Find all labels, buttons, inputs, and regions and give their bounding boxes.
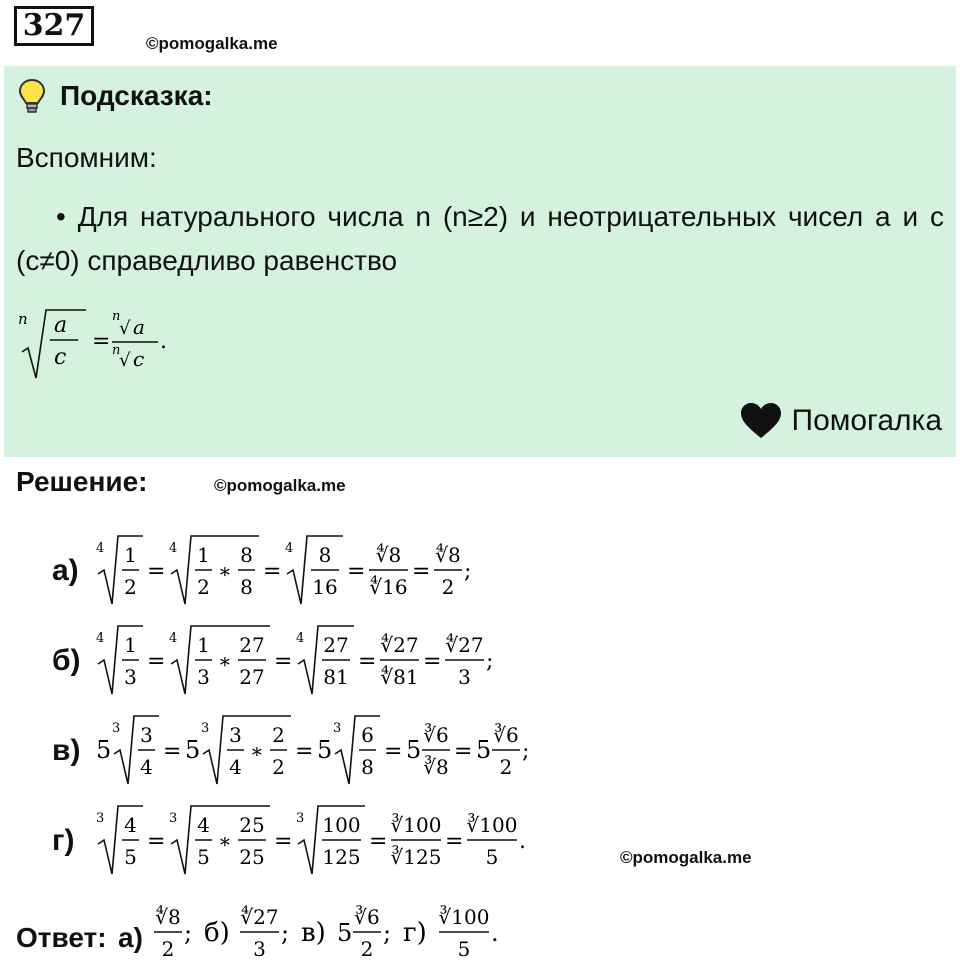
answer1-f-num: ∜27 [240, 905, 279, 929]
part0-step0-index: 4 [96, 541, 105, 556]
part3-step2-f-den: 125 [322, 845, 361, 869]
part0-end: ; [464, 559, 472, 584]
part0-step3-eq: = [412, 559, 431, 584]
part0-step1-index: 4 [169, 541, 178, 556]
part0-step4-f-num: ∜8 [435, 543, 461, 567]
part2-step0-index: 3 [112, 721, 121, 736]
watermark-top: ©pomogalka.me [146, 34, 278, 53]
part2-step1-eq: = [295, 739, 314, 764]
part-g-label: г) [52, 824, 75, 857]
part1-step3-eq: = [423, 649, 442, 674]
task-number: 327 [14, 6, 94, 46]
part1-step1-f1-den: 3 [197, 665, 210, 689]
part2-step1-times: ∗ [250, 739, 264, 763]
part1-step1-eq: = [274, 649, 293, 674]
formula-end: . [160, 329, 167, 354]
answer2-label: в) [301, 918, 326, 948]
part3-end: . [519, 829, 526, 854]
formula-num: a [54, 313, 68, 338]
root-quotient-formula [16, 300, 216, 390]
part1-step2-eq: = [358, 649, 377, 674]
answer-math [150, 898, 610, 970]
part0-step0-eq: = [147, 559, 166, 584]
watermark-mid: ©pomogalka.me [214, 476, 346, 495]
part1-step2-index: 4 [296, 631, 305, 646]
part0-step0-f-num: 1 [124, 543, 137, 567]
part3-step1-f2-den: 25 [239, 845, 265, 869]
part1-step2-f-den: 81 [323, 665, 349, 689]
heart-icon [740, 402, 782, 440]
svg-text:√: √ [119, 318, 131, 339]
part3-step2-eq: = [369, 829, 388, 854]
answer1-label: б) [204, 918, 230, 948]
part2-step1-f2-den: 2 [272, 755, 285, 779]
part1-step4-f-den: 3 [458, 665, 471, 689]
part3-step4-f-num: ∛100 [466, 813, 518, 837]
formula-index: n [18, 310, 28, 328]
part1-step3-f-den: ∜81 [380, 665, 419, 689]
part0-step1-f1-num: 1 [197, 543, 210, 567]
formula-den: c [54, 345, 67, 370]
part2-step0-eq: = [163, 739, 182, 764]
answer-item-label-a: а) [118, 922, 143, 953]
answer1-sep: ; [281, 919, 290, 947]
part1-step0-eq: = [147, 649, 166, 674]
part0-step2-f-den: 16 [312, 575, 338, 599]
answer-label: Ответ: [16, 922, 107, 953]
hint-rule [16, 195, 944, 283]
part1-step4-f-num: ∜27 [445, 633, 484, 657]
answer3-f-num: ∛100 [438, 905, 490, 929]
part3-step1-f1-den: 5 [197, 845, 210, 869]
hint-recall: Вспомним: [16, 142, 157, 173]
part2-step4-f-num: ∛6 [493, 723, 519, 747]
part2-step2-index: 3 [333, 721, 342, 736]
part2-step3-f-num: ∛6 [423, 723, 449, 747]
part3-step4-f-den: 5 [485, 845, 499, 869]
part2-step1-f2-num: 2 [272, 723, 285, 747]
solution-math [90, 520, 630, 910]
answer2-f-den: 2 [360, 937, 374, 961]
part0-step2-eq: = [347, 559, 366, 584]
answer0-sep: ; [184, 919, 193, 947]
answer3-label: г) [403, 918, 427, 948]
part3-step3-eq: = [445, 829, 464, 854]
part3-step2-index: 3 [296, 811, 305, 826]
svg-text:n: n [112, 343, 121, 358]
part1-step0-index: 4 [96, 631, 105, 646]
part3-step1-times: ∗ [218, 829, 232, 853]
part0-step2-f-num: 8 [318, 543, 332, 567]
part-b-label: б) [52, 644, 81, 677]
part0-step2-index: 4 [285, 541, 294, 556]
part0-step1-times: ∗ [218, 559, 232, 583]
hint-title: Подсказка: [60, 80, 213, 111]
part1-step0-f-den: 3 [124, 665, 137, 689]
part2-step2-f-den: 8 [361, 755, 374, 779]
part2-end: ; [522, 739, 530, 764]
part1-step3-f-num: ∜27 [380, 633, 419, 657]
part2-step3-coef: 5 [406, 736, 422, 764]
part3-step1-index: 3 [169, 811, 178, 826]
part2-step3-f-den: ∛8 [423, 755, 449, 779]
lightbulb-icon [16, 78, 48, 114]
part1-end: ; [486, 649, 494, 674]
part2-step0-f-den: 4 [140, 755, 153, 779]
part2-step0-coef: 5 [96, 736, 112, 764]
part2-step1-f1-den: 4 [229, 755, 242, 779]
watermark-bottom: ©pomogalka.me [620, 848, 752, 867]
part2-step1-index: 3 [201, 721, 210, 736]
part3-step0-eq: = [147, 829, 166, 854]
answer3-sep: . [491, 919, 499, 947]
part3-step3-f-num: ∛100 [390, 813, 442, 837]
part2-step0-f-num: 3 [140, 723, 153, 747]
part0-step1-f2-den: 8 [240, 575, 253, 599]
part0-step0-f-den: 2 [124, 575, 137, 599]
part3-step1-eq: = [274, 829, 293, 854]
part2-step2-f-num: 6 [361, 723, 374, 747]
part2-step4-coef: 5 [476, 736, 492, 764]
part0-step3-f-den: ∜16 [369, 575, 408, 599]
brand [740, 402, 943, 440]
svg-text:a: a [133, 315, 145, 339]
svg-text:=: = [92, 329, 111, 354]
part2-step4-f-den: 2 [499, 755, 513, 779]
part1-step1-f2-num: 27 [239, 633, 265, 657]
answer3-f-den: 5 [457, 937, 471, 961]
answer2-sep: ; [383, 919, 392, 947]
part3-step0-index: 3 [96, 811, 105, 826]
part3-step1-f1-num: 4 [197, 813, 210, 837]
part3-step2-f-num: 100 [322, 813, 361, 837]
part1-step0-f-num: 1 [124, 633, 137, 657]
part0-step3-f-num: ∜8 [375, 543, 402, 567]
part2-step1-f1-num: 3 [229, 723, 242, 747]
part0-step1-f2-num: 8 [240, 543, 253, 567]
part1-step1-index: 4 [169, 631, 178, 646]
brand-name: Помогалка [791, 404, 942, 437]
part1-step1-f1-num: 1 [197, 633, 210, 657]
part2-step3-eq: = [454, 739, 473, 764]
part3-step3-f-den: ∛125 [390, 845, 442, 869]
part1-step1-times: ∗ [218, 649, 232, 673]
part2-step2-eq: = [384, 739, 403, 764]
answer0-f-num: ∜8 [155, 905, 181, 929]
svg-text:c: c [133, 347, 145, 371]
part3-step1-f2-num: 25 [239, 813, 265, 837]
answer0-f-den: 2 [161, 937, 175, 961]
part-v-label: в) [52, 734, 81, 767]
svg-text:n: n [112, 309, 121, 324]
part1-step2-f-num: 27 [323, 633, 349, 657]
answer2-f-num: ∛6 [354, 905, 380, 929]
answer1-f-den: 3 [253, 937, 266, 961]
rule-text: Для натурального числа n (n≥2) и неотрицательных чисел а и с (с≠0) справедливо равенство [16, 201, 944, 276]
part2-step1-coef: 5 [185, 736, 201, 764]
part0-step1-f1-den: 2 [197, 575, 210, 599]
part2-step2-coef: 5 [317, 736, 333, 764]
svg-text:√: √ [119, 350, 131, 371]
part0-step4-f-den: 2 [441, 575, 455, 599]
part3-step0-f-den: 5 [124, 845, 137, 869]
part3-step0-f-num: 4 [124, 813, 137, 837]
part0-step1-eq: = [263, 559, 282, 584]
part-a-label: а) [52, 554, 79, 587]
rule-bullet: • [56, 201, 66, 232]
solution-title: Решение: [16, 466, 148, 497]
part1-step1-f2-den: 27 [239, 665, 265, 689]
answer2-coef: 5 [337, 919, 353, 947]
